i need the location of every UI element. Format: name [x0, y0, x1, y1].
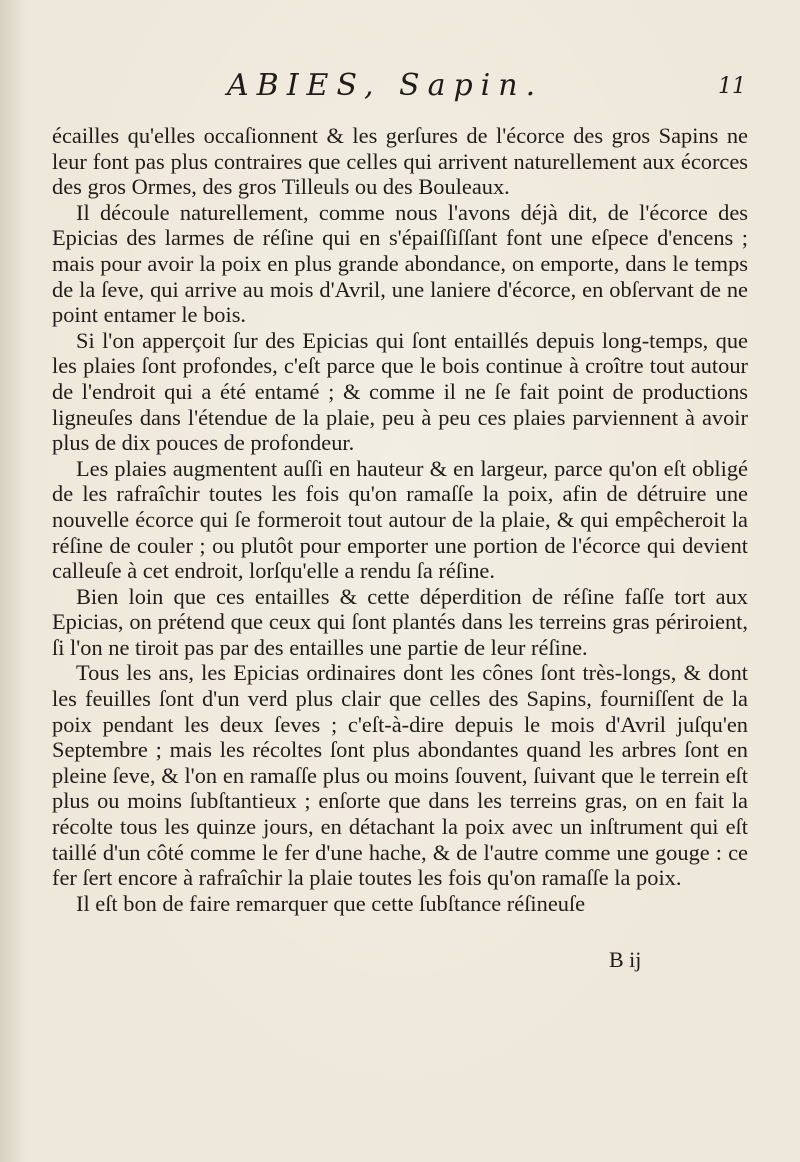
- paragraph-4: Les plaies augmentent auſſi en hauteur & en largeur, parce qu'on eſt obligé de les rafraîchir toutes les fois qu'on ramaſſe la poix, afin de détruire une nouvelle écorce qui ſe formeroit tout autour de la plaie, & qui empêcheroit la réſine de couler ; ou plutôt pour emporter une portion de l'écorce qui devient calleuſe à cet endroit, lorſqu'elle a rendu ſa réſine.: [52, 455, 748, 584]
- paragraph-6: Tous les ans, les Epicias ordinaires dont les cônes ſont très-longs, & dont les feuilles ſont d'un verd plus clair que celles des Sapins, fourniſſent de la poix pendant les deux ſeves ; c'eſt-à-dire depuis le mois d'Avril juſqu'en Septembre ; mais les récoltes ſont plus abondantes quand les arbres ſont en pleine ſeve, & l'on en ramaſſe plus ou moins ſouvent, ſuivant que le terrein eſt plus ou moins ſubſtantieux ; enſorte que dans les terreins gras, on en fait la récolte tous les quinze jours, en détachant la poix avec un inſtrument qui eſt taillé d'un côté comme le fer d'une hache, & de l'autre comme une gouge : ce fer ſert encore à rafraîchir la plaie toutes les fois qu'on ramaſſe la poix.: [52, 660, 748, 891]
- paragraph-1: écailles qu'elles occaſionnent & les gerſures de l'écorce des gros Sapins ne leur font pas plus contraires que celles qui arrivent naturellement aux écorces des gros Ormes, des gros Tilleuls ou des Bouleaux.: [52, 123, 748, 200]
- running-title: ABIES, Sapin.: [227, 68, 544, 103]
- page-number: 11: [718, 74, 746, 99]
- signature-mark: B ij: [609, 947, 642, 972]
- page-header: [55, 68, 760, 108]
- body-text: [52, 123, 748, 916]
- paragraph-3: Si l'on apperçoit ſur des Epicias qui ſont entaillés depuis long-temps, que les plaies ſont profondes, c'eſt parce que le bois continue à croître tout autour de l'endroit qui a été entamé ; & comme il ne ſe fait point de productions ligneuſes dans l'étendue de la plaie, peu à peu ces plaies parviennent à avoir plus de dix pouces de profondeur.: [52, 327, 748, 456]
- paragraph-2: Il découle naturellement, comme nous l'avons déjà dit, de l'écorce des Epicias des larmes de réſine qui en s'épaiſſiſſant font une eſpece d'encens ; mais pour avoir la poix en plus grande abondance, on emporte, dans le temps de la ſeve, qui arrive au mois d'Avril, une laniere d'écorce, en obſervant de ne point entamer le bois.: [52, 199, 748, 328]
- binding-shadow: [0, 0, 28, 1162]
- paragraph-7: Il eſt bon de faire remarquer que cette ſubſtance réſineuſe: [76, 890, 586, 916]
- paragraph-5: Bien loin que ces entailles & cette déperdition de réſine faſſe tort aux Epicias, on prétend que ceux qui ſont plantés dans les terreins gras périroient, ſi l'on ne tiroit pas par des entailles une partie de leur réſine.: [52, 583, 748, 660]
